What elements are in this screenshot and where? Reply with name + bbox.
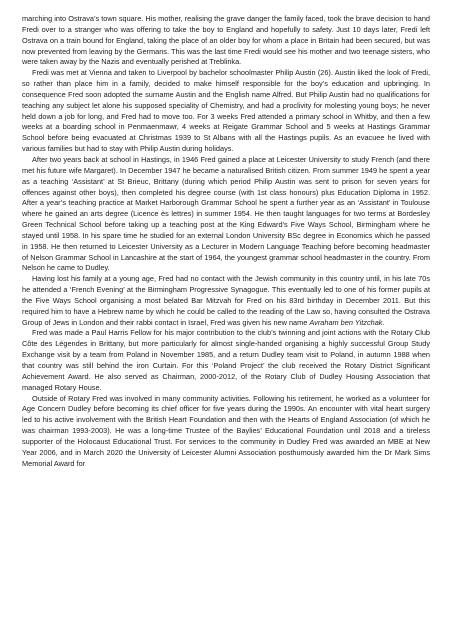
document-page: [22, 14, 430, 469]
hebrew-name: Avraham ben Yitzchak: [309, 317, 383, 327]
hebrew-name-suffix: .: [382, 317, 385, 327]
paragraph-3: After two years back at school in Hastings, in 1946 Fred gained a place at Leicester University to study French (and there met his future wife Margaret). In December 1947 he became a naturalised British citizen. From summer 1949 he spent a year as a teaching ‘Assistant’ at St Brieuc, Brittany (during which period Philip Austin was sent to prison for seven years for offences against other boys), then completed his degree course (with 1st class honours) plus Education Diploma in 1952. After a year’s teaching practice at Market Harborough Grammar School he spent a further year as an ‘Assistant’ in Toulouse where he gained an arts degree (Licence ès lettres) in summer 1954. He then taught languages for two terms at Bordesley Green Technical School before taking up a teaching post at the King Edward’s Five Ways School, Birmingham where he stayed until 1958. In his spare time he studied for an external London University BSc degree in Economics which he passed in 1958. He then returned to Leicester University as a Lecturer in Modern Language Teaching before becoming headmaster of Nelson Grammar School in Lancashire at the start of 1964, the youngest grammar school headmaster in the country. From Nelson he came to Dudley.: [22, 154, 430, 273]
paragraph-4-text: Having lost his family at a young age, Fred had no contact with the Jewish community in this country until, in his late 70s he attended a ‘French Evening’ at the Birmingham Progressive Synagogue. This eventually led to one of his former pupils at the Five Ways School organising a most belated Bar Mitzvah for Fred on his 83rd birthday in December 2011. But this required him to have a Hebrew name by which he could be called to the reading of the Law so, having consulted the Ostrava Group of Jews in London and their rabbi contact in Israel, Fred was given his new name: [22, 274, 430, 327]
paragraph-6: Outside of Rotary Fred was involved in many community activities. Following his retirement, he worked as a volunteer for Age Concern Dudley before becoming its chief officer for five years during the 1990s. An encounter with vital heart surgery led to his active involvement with the British Heart Foundation and then with the Hearts of England Association (of which he was chairman 1993-2003). He was a long-time Trustee of the Baylies’ Educational Foundation until 2018 and a tireless supporter of the Holocaust Educational Trust. For services to the community in Dudley Fred was awarded an MBE at New Year 2006, and in March 2020 the University of Leicester Alumni Association posthumously awarded him the Dr Mark Sims Memorial Award for: [22, 393, 430, 468]
paragraph-5: Fred was made a Paul Harris Fellow for his major contribution to the club’s twinning and joint actions with the Rotary Club Côte des Légendes in Brittany, but more particularly for almost single-handed organising a highly successful Group Study Exchange visit by a team from Poland in November 1985, and a return Dudley team visit to Poland, in autumn 1988 when that country was still behind the iron Curtain. For this ‘Poland Project’ the club received the Rotary District Significant Achievement Award. He also served as Chairman, 2000-2012, of the Rotary Club of Dudley Housing Association that managed Rotary House.: [22, 328, 430, 392]
paragraph-1: marching into Ostrava’s town square. His mother, realising the grave danger the family faced, took the brave decision to hand Fredi over to a stranger who was offering to take the boy to England and hopefully to safety. Just 10 days later, Fredi left Ostrava on a train bound for England, taking the place of an older boy for whom a place in Britain had been secured, but was now prevented from leaving by the Germans. This was the last time Fredi would see his mother and two teenage sisters, who were taken away by the Nazis and eventually perished at Treblinka.: [22, 14, 430, 67]
paragraph-2: Fredi was met at Vienna and taken to Liverpool by bachelor schoolmaster Philip Austin (26). Austin liked the look of Fredi, so rather than place him in a family, decided to make himself responsible for the boy’s education and upbringing. In consequence Fred soon adopted the surname Austin and the English name Alfred. But Philip Austin had no qualifications for teaching any subject let alone his supposed speciality of Chemistry, and had a proclivity for molesting young boys; he never held down a job for long, and Fred had to move too. For 3 weeks Fred attended a primary school in Whitby, and then a few weeks at a boarding school in Penmaenmawr, 4 weeks at Reigate Grammar School and 5 weeks at Hastings Grammar School before being evacuated at Christmas 1939 to St Albans with all the Hastings pupils. As an evacuee he lived with various families but had to stay with Philip Austin during holidays.: [22, 68, 430, 154]
paragraph-4: [22, 274, 430, 328]
